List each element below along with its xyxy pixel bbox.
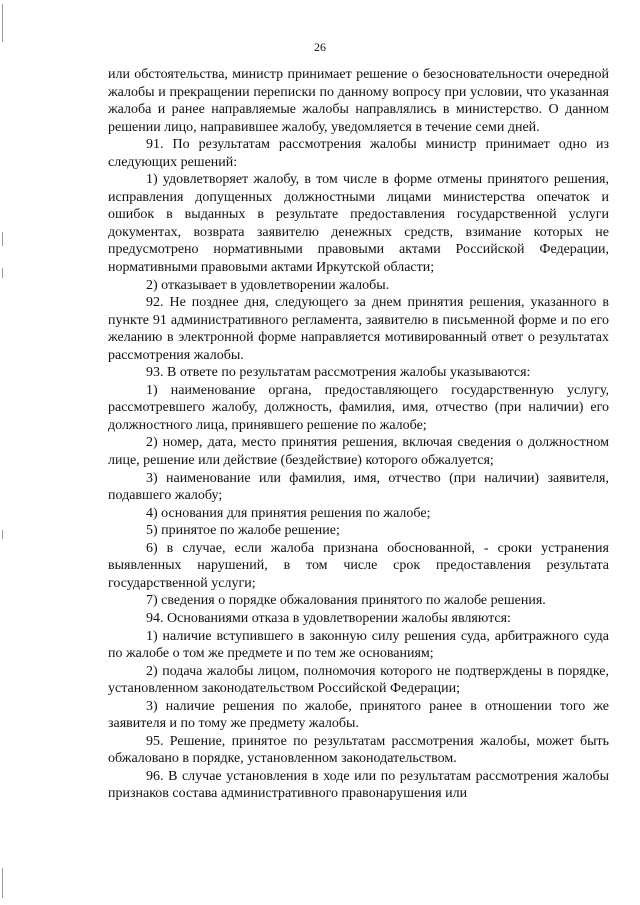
paragraph-93-item-3: 3) наименование или фамилия, имя, отчество (при наличии) заявителя, подавшего жалобу; <box>108 470 609 504</box>
paragraph-91-item-1: 1) удовлетворяет жалобу, в том числе в форме отмены принятого решения, исправления допущенных должностными лицами министерства опечаток и ошибок в выданных в результате предоставления государственной услуги документах, возврата заявителю денежных средств, взимание которых не предусмотрено нормативными правовыми актами Российской Федерации, нормативными правовыми актами Иркутской области; <box>108 172 609 276</box>
paragraph-93-item-7: 7) сведения о порядке обжалования принятого по жалобе решения. <box>146 593 546 609</box>
paragraph-93-item-5: 5) принятое по жалобе решение; <box>146 523 340 539</box>
binding-mark <box>2 4 3 42</box>
binding-mark <box>2 232 3 246</box>
paragraph-94-item-2: 2) подача жалобы лицом, полномочия которого не подтверждены в порядке, установленном законодательством Российской Федерации; <box>108 663 609 697</box>
paragraph-93-item-2: 2) номер, дата, место принятия решения, включая сведения о должностном лице, решение или действие (бездействие) которого обжалуется; <box>108 435 609 469</box>
paragraph-continuation: или обстоятельства, министр принимает решение о безосновательности очередной жалобы и прекращении переписки по данному вопросу при условии, что указанная жалоба и ранее направляемые жалобы направлялись в министерство. О данном решении лицо, направившее жалобу, уведомляется в течение семи дней. <box>108 67 609 135</box>
paragraph-94-item-3: 3) наличие решения по жалобе, принятого ранее в отношении того же заявителя и по тому же предмету жалобы. <box>108 698 609 732</box>
paragraph-95: 95. Решение, принятое по результатам рассмотрения жалобы, может быть обжаловано в порядке, установленном законодательством. <box>108 733 609 767</box>
paragraph-94-item-1: 1) наличие вступившего в законную силу решения суда, арбитражного суда по жалобе о том же предмете и по тем же основаниям; <box>108 628 609 662</box>
paragraph-93: 93. В ответе по результатам рассмотрения жалобы указываются: <box>146 365 531 381</box>
paragraph-91-item-2: 2) отказывает в удовлетворении жалобы. <box>146 277 390 293</box>
paragraph-96: 96. В случае установления в ходе или по результатам рассмотрения жалобы признаков состава административного правонарушения или <box>108 768 609 802</box>
binding-mark <box>2 268 3 278</box>
paragraph-93-item-4: 4) основания для принятия решения по жалобе; <box>146 505 431 521</box>
paragraph-93-item-6: 6) в случае, если жалоба признана обоснованной, - сроки устранения выявленных нарушений, в том числе срок предоставления результата государственной услуги; <box>108 540 609 591</box>
binding-mark <box>2 530 3 539</box>
page-number: 26 <box>314 40 326 54</box>
paragraph-94: 94. Основаниями отказа в удовлетворении жалобы являются: <box>146 610 511 626</box>
paragraph-92: 92. Не позднее дня, следующего за днем принятия решения, указанного в пункте 91 административного регламента, заявителю в письменной форме и по его желанию в электронной форме направляется мотивированный ответ о результатах рассмотрения жалобы. <box>108 295 609 363</box>
paragraph-93-item-1: 1) наименование органа, предоставляющего государственную услугу, рассмотревшего жалобу, должность, фамилия, имя, отчество (при наличии) его должностного лица, принявшего решение по жалобе; <box>108 382 609 433</box>
paragraph-91: 91. По результатам рассмотрения жалобы министр принимает одно из следующих решений: <box>108 137 609 170</box>
binding-mark <box>2 868 3 898</box>
document-body <box>108 66 609 803</box>
